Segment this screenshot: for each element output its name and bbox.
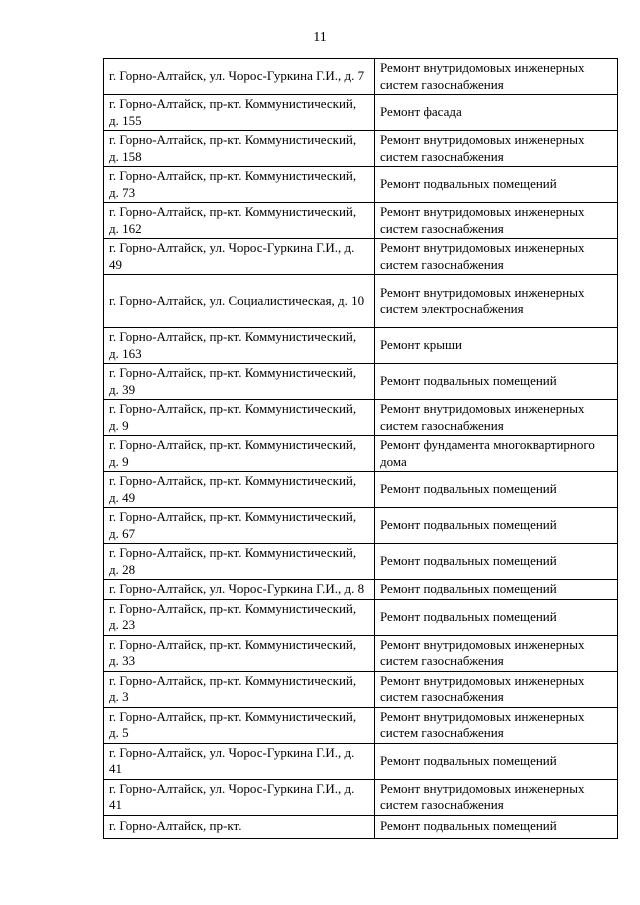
- work-type-cell: Ремонт внутридомовых инженерных систем газоснабжения: [375, 203, 618, 239]
- work-type-cell: Ремонт внутридомовых инженерных систем электроснабжения: [375, 275, 618, 328]
- address-cell: г. Горно-Алтайск, пр-кт. Коммунистический, д. 9: [104, 436, 375, 472]
- address-cell: г. Горно-Алтайск, пр-кт. Коммунистический, д. 3: [104, 671, 375, 707]
- address-cell: г. Горно-Алтайск, пр-кт. Коммунистический, д. 49: [104, 472, 375, 508]
- table-row: [104, 239, 618, 275]
- table-row: [104, 779, 618, 815]
- table-row: [104, 167, 618, 203]
- address-cell: г. Горно-Алтайск, пр-кт. Коммунистический, д. 158: [104, 131, 375, 167]
- table-row: [104, 707, 618, 743]
- table-row: [104, 472, 618, 508]
- work-type-cell: Ремонт внутридомовых инженерных систем газоснабжения: [375, 400, 618, 436]
- registry-body: [104, 59, 618, 839]
- table-row: [104, 59, 618, 95]
- address-cell: г. Горно-Алтайск, пр-кт. Коммунистический, д. 39: [104, 364, 375, 400]
- table-row: [104, 599, 618, 635]
- work-type-cell: Ремонт крыши: [375, 328, 618, 364]
- address-cell: г. Горно-Алтайск, пр-кт. Коммунистический, д. 33: [104, 635, 375, 671]
- address-cell: г. Горно-Алтайск, пр-кт.: [104, 815, 375, 838]
- page-number: 11: [313, 30, 327, 45]
- work-type-cell: Ремонт внутридомовых инженерных систем газоснабжения: [375, 59, 618, 95]
- work-type-cell: Ремонт подвальных помещений: [375, 580, 618, 600]
- table-row: [104, 328, 618, 364]
- work-type-cell: Ремонт внутридомовых инженерных систем газоснабжения: [375, 707, 618, 743]
- table-row: [104, 671, 618, 707]
- address-cell: г. Горно-Алтайск, ул. Чорос-Гуркина Г.И., д. 8: [104, 580, 375, 600]
- work-type-cell: Ремонт внутридомовых инженерных систем газоснабжения: [375, 671, 618, 707]
- repair-registry-table: [103, 58, 618, 839]
- work-type-cell: Ремонт подвальных помещений: [375, 815, 618, 838]
- work-type-cell: Ремонт фундамента многоквартирного дома: [375, 436, 618, 472]
- address-cell: г. Горно-Алтайск, пр-кт. Коммунистический, д. 28: [104, 544, 375, 580]
- table-row: [104, 508, 618, 544]
- table-row: [104, 275, 618, 328]
- table-row: [104, 95, 618, 131]
- work-type-cell: Ремонт фасада: [375, 95, 618, 131]
- work-type-cell: Ремонт внутридомовых инженерных систем газоснабжения: [375, 635, 618, 671]
- table-row: [104, 635, 618, 671]
- address-cell: г. Горно-Алтайск, ул. Социалистическая, д. 10: [104, 275, 375, 328]
- work-type-cell: Ремонт внутридомовых инженерных систем газоснабжения: [375, 131, 618, 167]
- address-cell: г. Горно-Алтайск, ул. Чорос-Гуркина Г.И., д. 49: [104, 239, 375, 275]
- work-type-cell: Ремонт подвальных помещений: [375, 544, 618, 580]
- address-cell: г. Горно-Алтайск, пр-кт. Коммунистический, д. 9: [104, 400, 375, 436]
- address-cell: г. Горно-Алтайск, пр-кт. Коммунистический, д. 155: [104, 95, 375, 131]
- table-row: [104, 743, 618, 779]
- address-cell: г. Горно-Алтайск, ул. Чорос-Гуркина Г.И., д. 7: [104, 59, 375, 95]
- address-cell: г. Горно-Алтайск, пр-кт. Коммунистический, д. 67: [104, 508, 375, 544]
- work-type-cell: Ремонт внутридомовых инженерных систем газоснабжения: [375, 239, 618, 275]
- address-cell: г. Горно-Алтайск, ул. Чорос-Гуркина Г.И., д. 41: [104, 743, 375, 779]
- address-cell: г. Горно-Алтайск, ул. Чорос-Гуркина Г.И., д. 41: [104, 779, 375, 815]
- address-cell: г. Горно-Алтайск, пр-кт. Коммунистический, д. 162: [104, 203, 375, 239]
- table-row: [104, 436, 618, 472]
- work-type-cell: Ремонт подвальных помещений: [375, 743, 618, 779]
- table-row: [104, 400, 618, 436]
- address-cell: г. Горно-Алтайск, пр-кт. Коммунистический, д. 5: [104, 707, 375, 743]
- address-cell: г. Горно-Алтайск, пр-кт. Коммунистический, д. 73: [104, 167, 375, 203]
- table-row: [104, 544, 618, 580]
- table-row: [104, 815, 618, 838]
- work-type-cell: Ремонт внутридомовых инженерных систем газоснабжения: [375, 779, 618, 815]
- work-type-cell: Ремонт подвальных помещений: [375, 508, 618, 544]
- table-row: [104, 203, 618, 239]
- address-cell: г. Горно-Алтайск, пр-кт. Коммунистический, д. 23: [104, 599, 375, 635]
- work-type-cell: Ремонт подвальных помещений: [375, 599, 618, 635]
- work-type-cell: Ремонт подвальных помещений: [375, 364, 618, 400]
- work-type-cell: Ремонт подвальных помещений: [375, 167, 618, 203]
- table-row: [104, 364, 618, 400]
- address-cell: г. Горно-Алтайск, пр-кт. Коммунистический, д. 163: [104, 328, 375, 364]
- work-type-cell: Ремонт подвальных помещений: [375, 472, 618, 508]
- table-row: [104, 131, 618, 167]
- table-row: [104, 580, 618, 600]
